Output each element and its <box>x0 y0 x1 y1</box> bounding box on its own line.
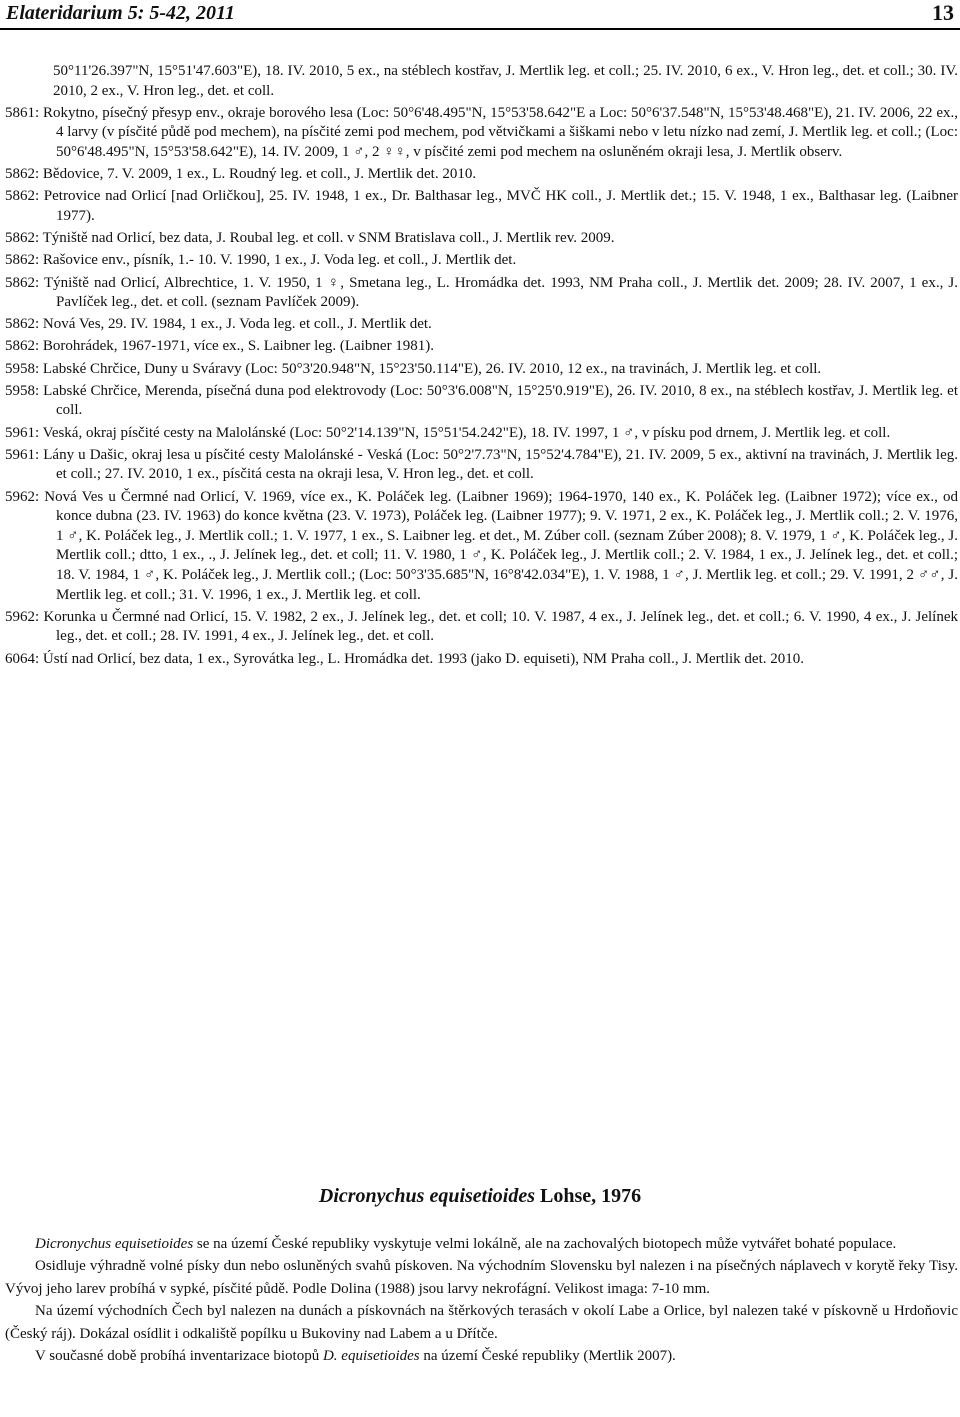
record-item: 5958: Labské Chrčice, Merenda, písečná duna pod elektrovody (Loc: 50°3'6.008"N, 15°25'0.919"E), 26. IV. 2010, 8 ex., na stéblech kostřav, J. Mertlik leg. et coll. <box>5 382 958 419</box>
description-paragraph-4 <box>5 1345 958 1367</box>
record-item: 5862: Týniště nad Orlicí, bez data, J. Roubal leg. et coll. v SNM Bratislava coll., J. Mertlik rev. 2009. <box>5 230 615 247</box>
record-item: 5861: Rokytno, písečný přesyp env., okraje borového lesa (Loc: 50°6'48.495"N, 15°53'58.642"E a Loc: 50°6'37.548"N, 15°53'48.468"E), 21. IV. 2006, 22 ex., 4 larvy (v písčité půdě pod mechem), na písčité zemi pod mechem, pod větvičkami a šiškami nebo v letu nízko nad zemí, J. Mertlik leg. et coll.; (Loc: 50°6'48.495"N, 15°53'58.642"E), 14. IV. 2009, 1 ♂, 2 ♀♀, v písčité zemi pod mechem na osluněném okraji lesa, J. Mertlik observ. <box>5 104 958 160</box>
description-paragraph-2: Osidluje výhradně volné písky dun nebo osluněných svahů pískoven. Na východním Slovensku byl nalezen i na písečných náplavech v korytě řeky Tisy. Vývoj jeho larev probíhá v sypké, písčité půdě. Podle Dolina (1988) jsou larvy nekrofágní. Velikost imaga: 7-10 mm. <box>5 1258 958 1297</box>
record-item: 5962: Korunka u Čermné nad Orlicí, 15. V. 1982, 2 ex., J. Jelínek leg., det. et coll; 10. V. 1987, 4 ex., J. Jelínek leg., det. et coll.; 6. V. 1990, 4 ex., J. Jelínek leg., det. et coll.; 28. IV. 1991, 4 ex., J. Jelínek leg., det. et coll. <box>5 608 958 645</box>
record-item: 5862: Nová Ves, 29. IV. 1984, 1 ex., J. Voda leg. et coll., J. Mertlik det. <box>5 316 432 333</box>
record-item: 5862: Petrovice nad Orlicí [nad Orličkou], 25. IV. 1948, 1 ex., Dr. Balthasar leg., MVČ HK coll., J. Mertlik det.; 15. V. 1948, 1 ex., Balthasar leg. (Laibner 1977). <box>5 188 958 224</box>
species-heading-author: Lohse, 1976 <box>540 1185 642 1207</box>
record-continuation: 50°11'26.397"N, 15°51'47.603"E), 18. IV. 2010, 5 ex., na stéblech kostřav, J. Mertlik leg. et coll.; 25. IV. 2010, 6 ex., V. Hron leg., det. et coll.; 30. IV. 2010, 2 ex., V. Hron leg., det. et coll. <box>53 63 958 99</box>
record-item: 5962: Nová Ves u Čermné nad Orlicí, V. 1969, více ex., K. Poláček leg. (Laibner 1969); 1964-1970, 140 ex., K. Poláček leg. (Laibner 1972); více ex., od konce dubna (23. IV. 1963) do konce května (23. V. 1973), Poláček leg. (Laibner 1977); 9. V. 1971, 2 ex., K. Poláček leg., J. Mertlik coll.; 2. V. 1976, 1 ♂, K. Poláček leg., J. Mertlik coll.; 1. V. 1977, 1 ex., S. Laibner leg. et det., M. Zúber coll. (seznam Zúber 2008); 8. V. 1979, 1 ♂, K. Poláček leg., J. Mertlik coll.; dtto, 1 ex., ., J. Jelínek leg., det. et coll; 11. V. 1980, 1 ♂, K. Poláček leg., J. Mertlik coll.; 2. V. 1984, 1 ex., J. Jelínek leg., det. et coll.; 18. V. 1984, 1 ♂, K. Poláček leg., J. Mertlik coll.; (Loc: 50°3'35.685"N, 16°8'42.034"E), 1. V. 1988, 1 ♂, J. Mertlik leg. et coll.; 29. V. 1991, 2 ♂♂, J. Mertlik leg. et coll.; 31. V. 1996, 1 ex., J. Mertlik leg. et coll. <box>5 488 958 603</box>
journal-citation: Elateridarium 5: 5-42, 2011 <box>6 2 235 24</box>
paragraph-text: na území České republiky (Mertlik 2007). <box>419 1348 676 1365</box>
record-item: 5862: Bědovice, 7. V. 2009, 1 ex., L. Roudný leg. et coll., J. Mertlik det. 2010. <box>5 166 477 183</box>
paragraph-text: se na území České republiky vyskytuje velmi lokálně, ale na zachovalých biotopech může vytvářet bohaté populace. <box>193 1236 897 1252</box>
species-name-italic: D. equisetioides <box>322 1348 420 1365</box>
page-number: 13 <box>932 0 954 25</box>
record-item: 6064: Ústí nad Orlicí, bez data, 1 ex., Syrovátka leg., L. Hromádka det. 1993 (jako D. equiseti), NM Praha coll., J. Mertlik det. 2010. <box>5 650 804 667</box>
record-item: 5862: Borohrádek, 1967-1971, více ex., S. Laibner leg. (Laibner 1981). <box>5 338 435 355</box>
species-description <box>5 1233 958 1367</box>
description-paragraph-1 <box>5 1233 958 1255</box>
record-item: 5862: Rašovice env., písník, 1.- 10. V. 1990, 1 ex., J. Voda leg. et coll., J. Mertlik det. <box>5 252 517 269</box>
species-name-italic: Dicronychus equisetioides <box>35 1236 194 1252</box>
page-header <box>0 0 960 30</box>
description-paragraph-3: Na území východních Čech byl nalezen na dunách a pískovnách na štěrkových terasách v okolí Labe a Orlice, byl nalezen také v pískovně u Hrdoňovic (Český ráj). Dokázal osídlit i odkaliště popílku u Bukoviny nad Labem a u Dřítče. <box>5 1303 958 1342</box>
record-item: 5961: Veská, okraj písčité cesty na Malolánské (Loc: 50°2'14.139"N, 15°51'54.242"E), 18. IV. 1997, 1 ♂, v písku pod drnem, J. Mertlik leg. et coll. <box>5 424 891 441</box>
locality-records <box>5 62 958 672</box>
record-item: 5958: Labské Chrčice, Duny u Sváravy (Loc: 50°3'20.948"N, 15°23'50.114"E), 26. IV. 2010, 12 ex., na travinách, J. Mertlik leg. et coll. <box>5 360 822 377</box>
record-item: 5862: Týniště nad Orlicí, Albrechtice, 1. V. 1950, 1 ♀, Smetana leg., L. Hromádka det. 1993, NM Praha coll., J. Mertlik det. 2009; 28. IV. 2007, 1 ex., J. Pavlíček leg., det. et coll. (seznam Pavlíček 2009). <box>5 274 958 311</box>
paragraph-text: V současné době probíhá inventarizace biotopů <box>35 1348 323 1365</box>
species-heading-name: Dicronychus equisetioides <box>318 1185 535 1207</box>
record-item: 5961: Lány u Dašic, okraj lesa u písčité cesty Malolánské - Veská (Loc: 50°2'7.73"N, 15°52'4.784"E), 21. IV. 2009, 5 ex., aktivní na travinách, J. Mertlik leg. et coll.; 27. IV. 2010, 1 ex., písčitá cesta na okraji lesa, V. Hron leg., det. et coll. <box>5 446 958 483</box>
species-heading <box>0 1185 960 1208</box>
